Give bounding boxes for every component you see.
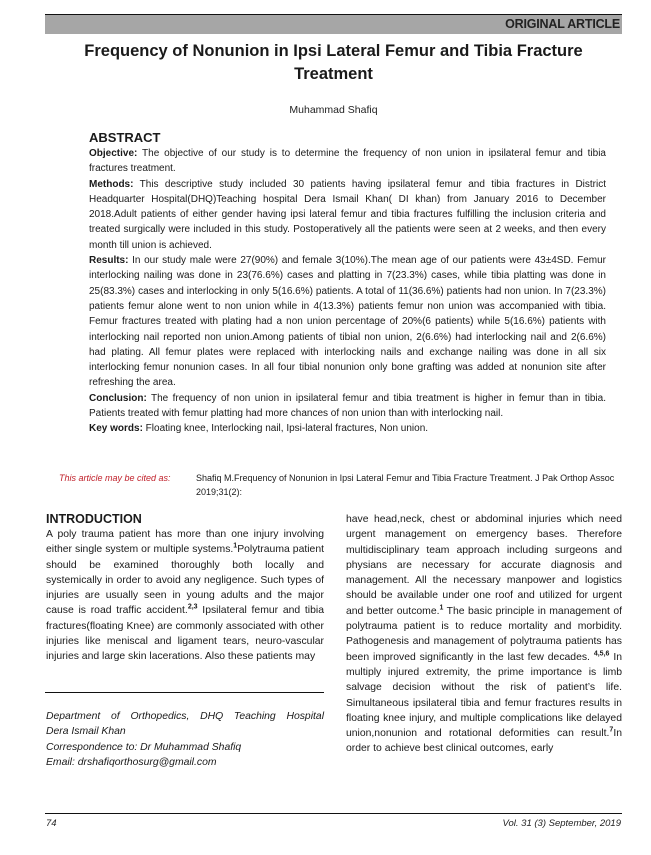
affiliation-location: Dera Ismail Khan — [46, 726, 126, 738]
left-column — [46, 512, 324, 665]
email: Email: drshafiqorthosurg@gmail.com — [46, 756, 217, 768]
footer-rule — [45, 813, 622, 814]
abstract-heading: ABSTRACT — [89, 130, 161, 145]
objective-text: The objective of our study is to determine the frequency of non union in ipsilateral femur and tibia fractures treatment. — [89, 148, 606, 175]
journal-issue: Vol. 31 (3) September, 2019 — [502, 818, 621, 829]
conclusion-text: The frequency of non union in ipsilateral femur and tibia treatment is higher in femur than in tibia. Patients treated with femur platting had more chances of non union than with interlocking nail. — [89, 392, 606, 420]
article-title: Frequency of Nonunion in Ipsi Lateral Femur and Tibia Fracture Treatment — [84, 42, 583, 83]
section-label: ORIGINAL ARTICLE — [505, 17, 620, 31]
reference-marker: 1 — [439, 604, 444, 612]
reference-marker: 7 — [609, 726, 614, 734]
intro-text-3: Ipsilateral femur and tibia fractures(floating Knee) are commonly associated with other injuries like meniscal and ligament tears, neuro-vascular injuries and large skin lacerations. Also these patients may — [46, 605, 324, 663]
right-column — [346, 512, 622, 757]
introduction-left-text — [46, 527, 324, 665]
intro-text-6: In multiply injured extremity, the prime importance is limb salvage decision without the risk of patient’s life. Simultaneous ipsilateral tibia and femur fractures results in floating knee injury, and multiple complications like delayed union,nonunion and rotational deformities can result. — [346, 651, 622, 740]
abstract-objective — [89, 146, 606, 177]
keywords-text: Floating knee, Interlocking nail, Ipsi-lateral fractures, Non union. — [142, 423, 429, 435]
reference-marker: 4,5,6 — [593, 650, 610, 658]
conclusion-label: Conclusion: — [89, 392, 147, 404]
reference-marker: 2,3 — [187, 604, 198, 612]
intro-text-1: A poly trauma patient has more than one injury involving either single system or multiple systems. — [46, 529, 324, 556]
introduction-right-text — [346, 512, 622, 757]
keywords-label: Key words: — [89, 423, 143, 435]
page-number: 74 — [46, 818, 57, 829]
correspondence: Correspondence to: Dr Muhammad Shafiq — [46, 741, 242, 753]
abstract-keywords — [89, 421, 606, 436]
abstract-conclusion — [89, 391, 606, 422]
section-header-bar — [45, 14, 622, 34]
methods-text: This descriptive study included 30 patients having ipsilateral femur and tibia fractures in District Headquarter Hospital(DHQ)Teaching hospital Dera Ismail Khan( DI khan) from January 2016 to December 2018.Adult patients of either gender having ipsi lateral femur and tibia fractures fulfilling the inclusion criteria and treated surgically were included in this study. Postoperatively all the patients were seen at 2 weeks, and then every month till union is achieved. — [89, 178, 606, 251]
affiliation-block — [46, 709, 324, 770]
intro-text-5: The basic principle in management of polytrauma patient is to reduce mortality and morbidity. Pathogenesis and management of polytrauma patients has been improved significantly in the last few decades. — [346, 605, 622, 663]
results-text: In our study male were 27(90%) and female 3(10%).The mean age of our patients were 43±4SD. Femur interlocking nailing was done in 23(76.6%) cases and platting in 7(23.3%) cases, while tibia platting was done in 25(83.3%) cases and interlocking in only 5(16.6%) patients. A total of 11(36.6%) patients had non union. In 7(23.3%) patients femur alone went to non union while in 4(13.3%) patients femur non union was accompanied with tibia. Femur fractures treated with plating had a non union percentage of 20%(6 patients) while 5(16.6%) patients with interlocking nail reported non union.Among patients of tibial non union, 2(6.6%) had interlocking nail and 2(6.6%) had plating. All femur plates were replaced with interlocking nails and exchange nailing was done in all six interlocking femur nonunion cases. In all four tibial nonunion only bone grafting was added at nonunion site after refreshing the area. — [89, 255, 606, 389]
intro-text-4: have head,neck, chest or abdominal injuries which need urgent management on emergency bases. Therefore multidisciplinary team approach including surgeons and physians are necessary for accurate diagnosis and management. All the necessary manpower and logistics should be available under one roof and utilized for urgent and better outcome. — [346, 514, 622, 617]
results-label: Results: — [89, 255, 129, 267]
objective-label: Objective: — [89, 148, 138, 159]
intro-text-7: In order to achieve best clinical outcomes, early — [346, 728, 622, 755]
abstract-results — [89, 253, 606, 391]
footnote-divider — [45, 692, 324, 693]
abstract-section — [89, 130, 606, 437]
introduction-heading: INTRODUCTION — [46, 512, 142, 526]
citation-label: This article may be cited as: — [59, 473, 171, 483]
abstract-methods — [89, 177, 606, 253]
citation-text: Shafiq M.Frequency of Nonunion in Ipsi Lateral Femur and Tibia Fracture Treatment. J Pak Orthop Assoc 2019;31(2): — [196, 473, 615, 497]
methods-label: Methods: — [89, 178, 134, 190]
author-name: Muhammad Shafiq — [289, 104, 378, 116]
intro-text-2: Polytrauma patient should be examined thoroughly both locally and systemically in order to avoid any negligence. Such types of injuries are usually seen in young adults and the major cause is road traffic accident. — [46, 544, 324, 617]
affiliation-department: Department of Orthopedics, DHQ Teaching Hospital — [46, 711, 324, 722]
reference-marker: 1 — [233, 542, 238, 550]
